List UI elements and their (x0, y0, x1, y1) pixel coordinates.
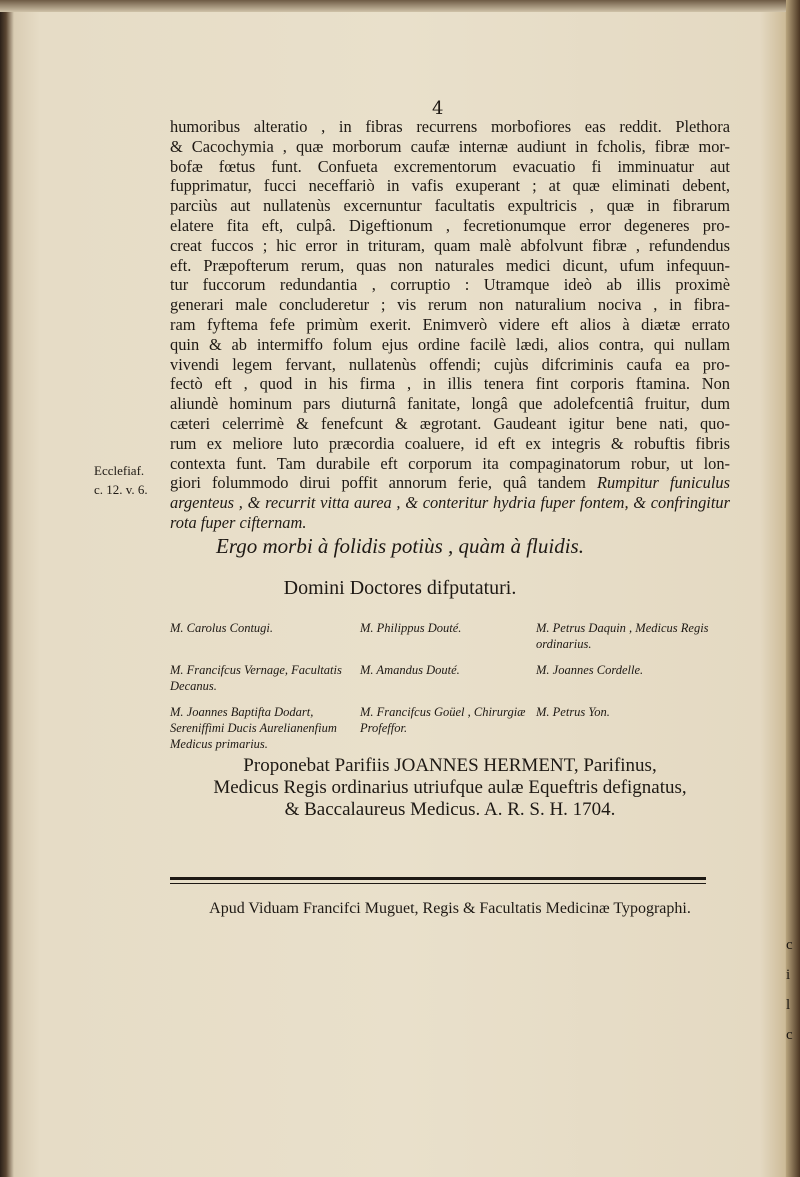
proponent-line: & Baccalaureus Medicus. A. R. S. H. 1704. (284, 799, 616, 820)
margin-reference (94, 461, 174, 499)
facing-page-char: c (786, 1027, 793, 1043)
divider-rule-thick (170, 877, 706, 880)
body-line: creat fuccos ; hic error in trituram, quam malè abfolvunt fibræ , refundendus (170, 235, 730, 255)
scripture-quote: argenteus , & recurrit vitta aurea , & conteritur hydria fuper fontem, & confringitur (170, 493, 730, 513)
thesis-statement: Ergo morbi à folidis potiùs , quàm à fluidis. (216, 534, 584, 558)
body-line: contexta funt. Tam durabile eft corporum ita compaginatorum robur, ut lon- (170, 453, 730, 473)
body-line: & Cacochymia , quæ morborum caufæ internæ audiunt in fcholis, fibræ mor- (170, 136, 730, 156)
divider-rule-thin (170, 883, 706, 884)
body-line: generari male concluderetur ; vis rerum non naturalium nociva , in fibra- (170, 295, 730, 315)
body-line: vivendi legem fervant, nullatenùs offendi; cujùs difcriminis caufa ea pro- (170, 354, 730, 374)
body-line: parciùs aut nullatenùs excernuntur facultatis expultricis , quæ in fibrarum (170, 196, 730, 216)
body-line: aliundè hominum pars diuturnâ fanitate, longâ que adolefcentiâ fruitur, dum (170, 394, 730, 414)
doctor-entry: M. Francifcus Goüel , Chirurgiæ Profeffor. (360, 705, 526, 735)
printer-imprint: Apud Viduam Francifci Muguet, Regis & Facultatis Medicinæ Typographi. (209, 900, 691, 917)
proponent-block (170, 755, 730, 821)
scripture-quote-start: Rumpitur funiculus (596, 473, 730, 493)
facing-page-fragment (786, 930, 800, 1050)
proponent-line: Proponebat Parifiis JOANNES HERMENT, Parifinus, (243, 755, 657, 776)
body-line: cæteri celerrimè & fenefcunt & ægrotant. Gaudeant igitur bene nati, quo- (170, 413, 730, 433)
body-line: rum ex meliore luto præcordia coaluere, id eft ex integris & robuftis fibris (170, 433, 730, 453)
body-line: humoribus alteratio , in fibras recurrens morbofiores eas reddit. Plethora (170, 117, 730, 136)
doctors-heading: Domini Doctores difputaturi. (283, 577, 517, 599)
doctor-entry: M. Joannes Cordelle. (536, 663, 644, 677)
facing-page-char: c (786, 937, 793, 953)
facing-page-char: i (786, 967, 791, 983)
body-text (170, 117, 730, 533)
body-line: elatere fita eft, culpâ. Digeftionum , fecretionumque error degeneres pro- (170, 215, 730, 235)
body-line-quotation (170, 473, 730, 493)
body-line: tur fuccorum redundantia , corruptio : Utramque ideò ab illis proximè (170, 275, 730, 295)
doctor-entry: M. Philippus Douté. (360, 621, 462, 635)
body-line: fupprimatur, fucci neceffariò in vafis exuperant ; at quæ eliminati debent, (170, 176, 730, 196)
margin-reference-book: Ecclefiaf. (94, 463, 145, 478)
doctor-entry: M. Francifcus Vernage, Facultatis Decanus. (170, 663, 342, 693)
facing-page-char: l (786, 997, 791, 1013)
proponent-line: Medicus Regis ordinarius utriufque aulæ Equeftris defignatus, (213, 777, 687, 798)
body-line: ram fyftema fefe primùm exerit. Enimverò videre eft alios à diætæ errato (170, 314, 730, 334)
margin-reference-verse: c. 12. v. 6. (94, 482, 148, 497)
doctor-entry: M. Petrus Daquin , Medicus Regis ordinarius. (536, 621, 709, 651)
body-line: fectò eft , quod in his firma , in illis tenera fint corporis ftamina. Non (170, 374, 730, 394)
body-line-roman: giori folummodo dirui poffit annorum ferie, quâ tandem (170, 473, 597, 493)
doctor-entry: M. Carolus Contugi. (170, 621, 274, 635)
doctor-entry: M. Joannes Baptifta Dodart, Sereniffimi Ducis Aurelianenfium Medicus primarius. (170, 705, 337, 751)
doctor-entry: M. Amandus Douté. (360, 663, 460, 677)
scripture-quote-end: rota fuper cifternam. (170, 512, 307, 532)
page-number: 4 (432, 98, 444, 119)
doctor-entry: M. Petrus Yon. (536, 705, 610, 719)
body-line: quin & ab intermiffo folum ejus ordine facilè lædi, alios contra, qui nullam (170, 334, 730, 354)
body-line: eft. Præpofterum rerum, quas non naturales medici dicunt, ufum infequun- (170, 255, 730, 275)
body-line: bofæ fœtus funt. Confueta excrementorum evacuatio fi imminuatur aut (170, 156, 730, 176)
doctors-list (170, 620, 730, 752)
